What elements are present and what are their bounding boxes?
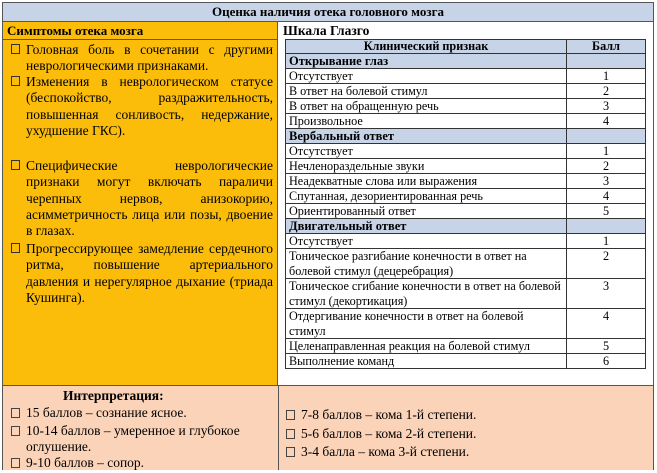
glasgow-heading: Шкала Глазго: [283, 23, 370, 38]
score-cell: 3: [567, 99, 646, 114]
checkbox-icon: [286, 429, 295, 439]
table-row: [286, 249, 646, 279]
score-cell: 5: [567, 339, 646, 354]
table-header-row: [286, 40, 646, 54]
section-row-motor: [286, 219, 646, 234]
checkbox-icon: [11, 243, 20, 253]
checkbox-icon: [11, 44, 20, 54]
table-row: [286, 339, 646, 354]
score-cell: 3: [567, 279, 646, 309]
sign-cell: В ответ на обращенную речь: [286, 99, 567, 114]
glasgow-panel: [279, 22, 653, 385]
sign-cell: Нечленораздельные звуки: [286, 159, 567, 174]
symptom-item: Прогрессирующее замедление сердечного ритма, повышение артериального давления и нерегулярное дыхание (триада Кушинга).: [11, 241, 273, 306]
table-row: [286, 279, 646, 309]
sign-cell: Отсутствует: [286, 144, 567, 159]
score-cell: 2: [567, 84, 646, 99]
divider: [278, 386, 279, 470]
table-row: [286, 159, 646, 174]
section-title: Открывание глаз: [286, 54, 567, 69]
sign-cell: Спутанная, дезориентированная речь: [286, 189, 567, 204]
table-row: [286, 114, 646, 129]
glasgow-table: [285, 39, 646, 369]
score-cell: 1: [567, 69, 646, 84]
symptom-item: Изменения в неврологическом статусе (беспокойство, раздражительность, повышенная сонливость, недержание, ухудшение ГКС).: [11, 74, 273, 139]
checkbox-icon: [11, 408, 20, 418]
sign-cell: Выполнение команд: [286, 354, 567, 369]
table-row: [286, 84, 646, 99]
interpretation-item: 3-4 балла – кома 3-й степени.: [286, 444, 636, 460]
symptom-item: Специфические неврологические признаки могут включать параличи черепных нервов, анизокорию, асимметричность лица или позы, двоение в глазах.: [11, 158, 273, 239]
checkbox-icon: [286, 410, 295, 420]
checkbox-icon: [286, 447, 295, 457]
checkbox-icon: [11, 160, 20, 170]
table-row: [286, 69, 646, 84]
table-row: [286, 189, 646, 204]
table-row: [286, 354, 646, 369]
sign-cell: Отдергивание конечности в ответ на болевой стимул: [286, 309, 567, 339]
interpretation-item: 5-6 баллов – кома 2-й степени.: [286, 426, 636, 442]
score-cell: 3: [567, 174, 646, 189]
section-title: Двигательный ответ: [286, 219, 567, 234]
score-cell: 1: [567, 144, 646, 159]
section-title: Вербальный ответ: [286, 129, 567, 144]
score-cell: 6: [567, 354, 646, 369]
interpretation-panel: [3, 385, 653, 470]
sign-cell: Целенаправленная реакция на болевой стимул: [286, 339, 567, 354]
table-row: [286, 234, 646, 249]
score-cell: 1: [567, 234, 646, 249]
interpretation-heading: Интерпретация:: [63, 388, 164, 403]
table-row: [286, 174, 646, 189]
symptoms-panel: [3, 22, 278, 385]
sign-cell: Произвольное: [286, 114, 567, 129]
sign-cell: Неадекватные слова или выражения: [286, 174, 567, 189]
section-row-verbal: [286, 129, 646, 144]
score-cell: 2: [567, 249, 646, 279]
table-row: [286, 144, 646, 159]
brain-edema-assessment-card: [2, 2, 654, 470]
checkbox-icon: [11, 458, 20, 468]
symptoms-heading: Симптомы отека мозга: [3, 22, 277, 40]
score-cell: 4: [567, 309, 646, 339]
sign-cell: Тоническое разгибание конечности в ответ на болевой стимул (децеребрация): [286, 249, 567, 279]
symptom-item: Головная боль в сочетании с другими неврологическими признаками.: [11, 42, 273, 75]
sign-cell: Тоническое сгибание конечности в ответ на болевой стимул (декортикация): [286, 279, 567, 309]
sign-cell: В ответ на болевой стимул: [286, 84, 567, 99]
column-header-sign: Клинический признак: [286, 40, 567, 54]
table-row: [286, 309, 646, 339]
score-cell: 5: [567, 204, 646, 219]
interpretation-item: 10-14 баллов – умеренное и глубокое оглушение.: [11, 423, 273, 455]
sign-cell: Отсутствует: [286, 69, 567, 84]
card-title: Оценка наличия отека головного мозга: [3, 3, 653, 22]
column-header-score: Балл: [567, 40, 646, 54]
sign-cell: Ориентированный ответ: [286, 204, 567, 219]
interpretation-item: 15 баллов – сознание ясное.: [11, 405, 273, 421]
score-cell: 4: [567, 189, 646, 204]
table-row: [286, 99, 646, 114]
checkbox-icon: [11, 426, 20, 436]
sign-cell: Отсутствует: [286, 234, 567, 249]
interpretation-item: 9-10 баллов – сопор.: [11, 455, 273, 471]
section-row-eyes: [286, 54, 646, 69]
score-cell: 2: [567, 159, 646, 174]
score-cell: 4: [567, 114, 646, 129]
interpretation-item: 7-8 баллов – кома 1-й степени.: [286, 407, 636, 423]
checkbox-icon: [11, 76, 20, 86]
table-row: [286, 204, 646, 219]
